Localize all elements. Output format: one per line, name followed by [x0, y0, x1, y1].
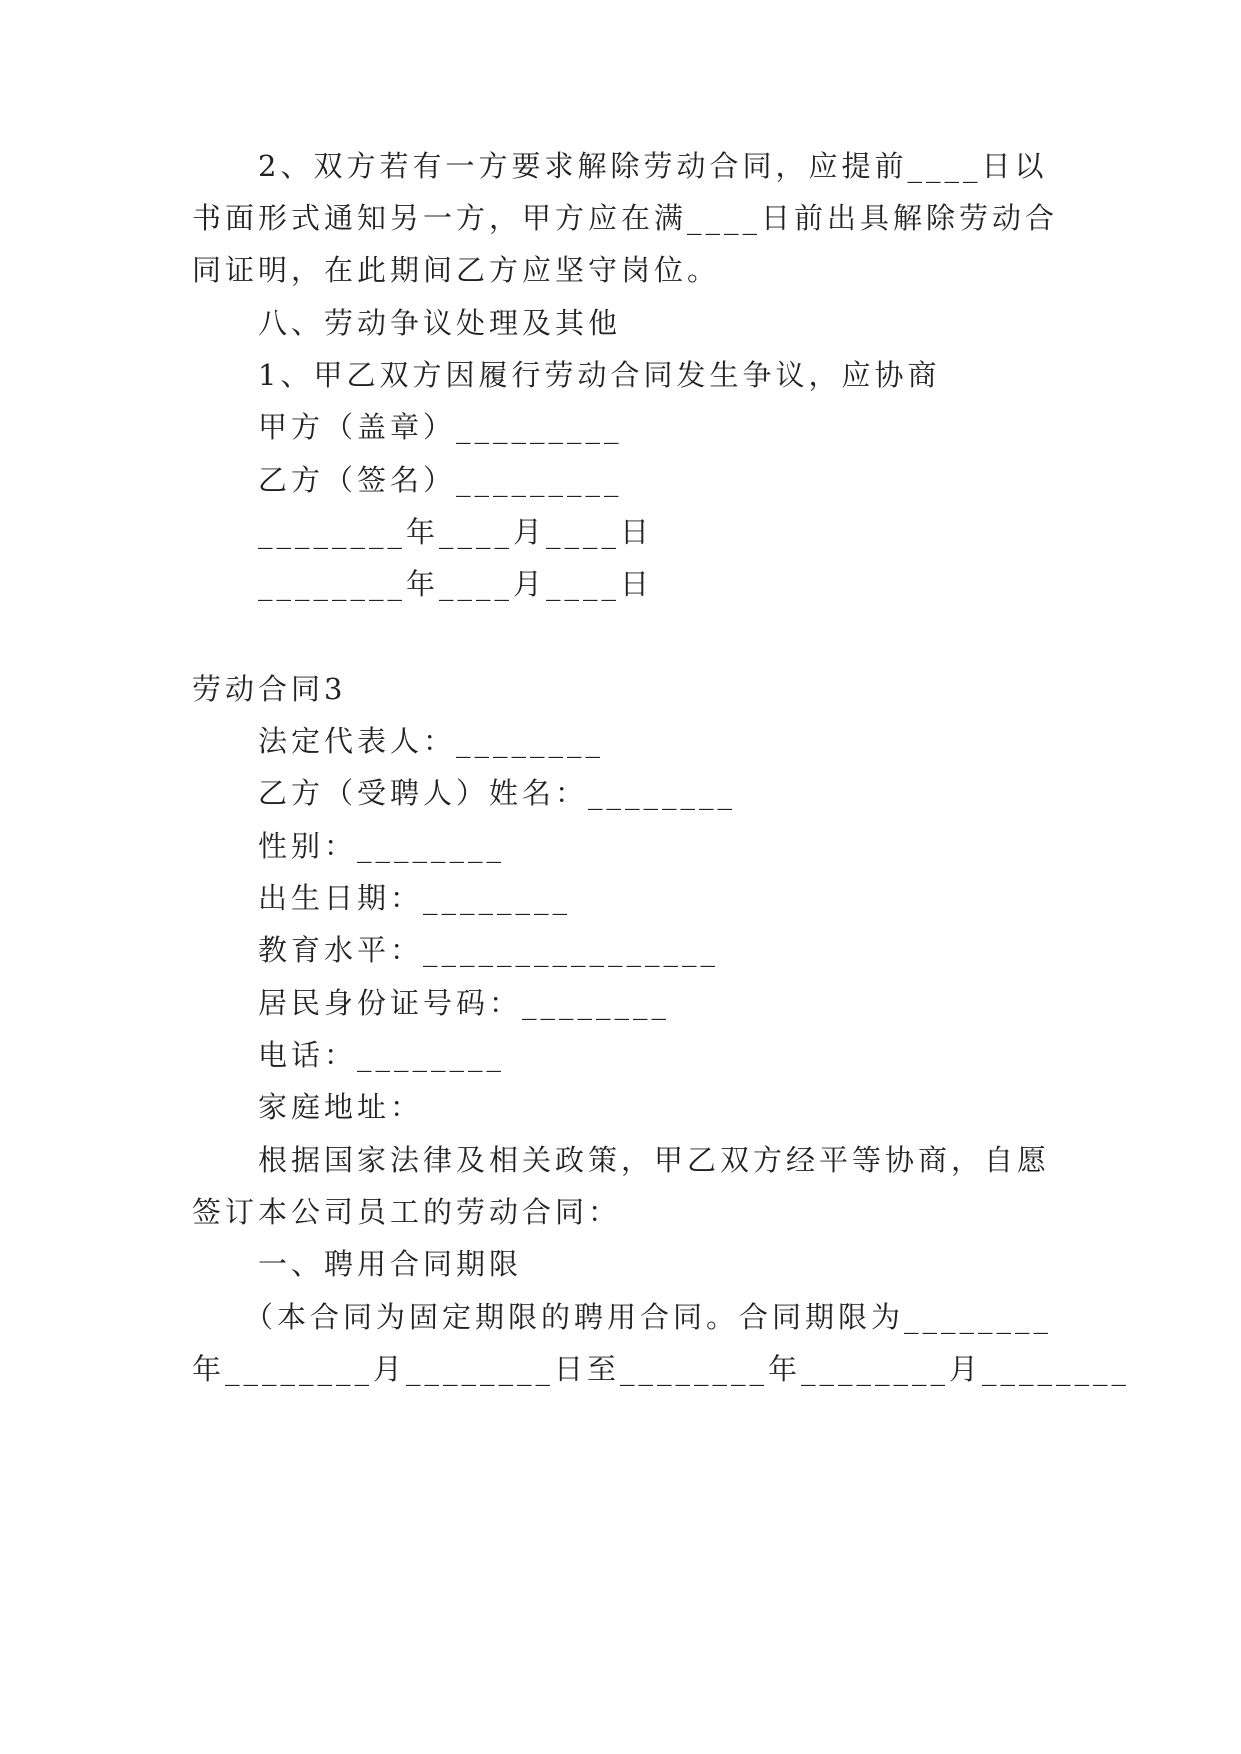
- clause-7-2-line-2: 书面形式通知另一方，甲方应在满____日前出具解除劳动合: [192, 201, 1059, 235]
- contract-term-line-1: （本合同为固定期限的聘用合同。合同期限为________: [244, 1300, 1053, 1334]
- birth-date-field: 出生日期：________: [258, 881, 572, 915]
- employee-name-field: 乙方（受聘人）姓名：________: [258, 776, 737, 810]
- date-line-b: ________年____月____日: [258, 567, 654, 601]
- intro-line-2: 签订本公司员工的劳动合同：: [192, 1195, 622, 1229]
- clause-7-2-line-1: 2、双方若有一方要求解除劳动合同，应提前____日以: [258, 149, 1048, 183]
- clause-7-2-line-3: 同证明，在此期间乙方应坚守岗位。: [192, 253, 721, 287]
- home-address-field: 家庭地址：: [258, 1090, 424, 1124]
- education-field: 教育水平：________________: [258, 933, 720, 967]
- id-number-field: 居民身份证号码：________: [258, 986, 671, 1020]
- section-8-heading: 八、劳动争议处理及其他: [258, 306, 622, 340]
- intro-line-1: 根据国家法律及相关政策，甲乙双方经平等协商，自愿: [258, 1143, 1051, 1177]
- section-1-heading: 一、聘用合同期限: [258, 1247, 523, 1281]
- contract-3-title: 劳动合同3: [192, 672, 347, 706]
- date-line-a: ________年____月____日: [258, 515, 654, 549]
- party-a-seal-line: 甲方（盖章）_________: [258, 410, 623, 444]
- legal-representative-field: 法定代表人：________: [258, 724, 605, 758]
- phone-field: 电话：________: [258, 1038, 506, 1072]
- contract-term-line-2: 年________月________日至________年________月________: [192, 1352, 1131, 1386]
- clause-8-1: 1、甲乙双方因履行劳动合同发生争议，应协商: [258, 358, 941, 392]
- party-b-signature-line: 乙方（签名）_________: [258, 463, 623, 497]
- gender-field: 性别：________: [258, 829, 506, 863]
